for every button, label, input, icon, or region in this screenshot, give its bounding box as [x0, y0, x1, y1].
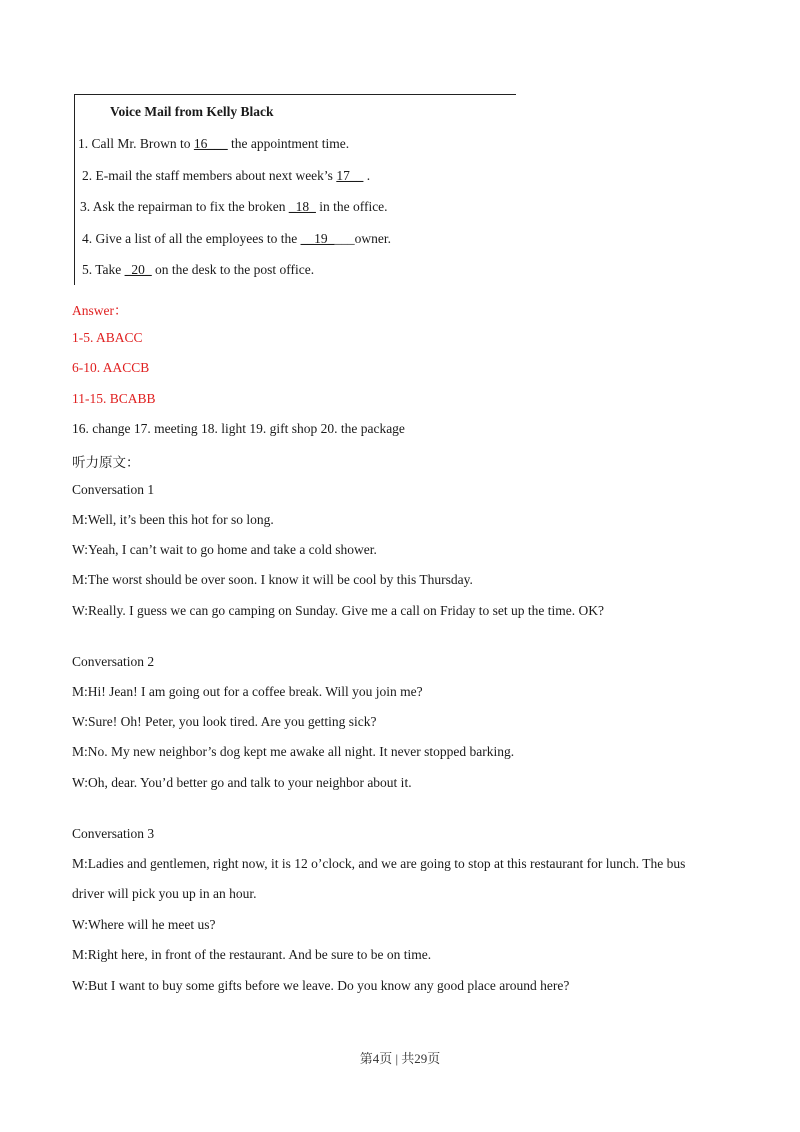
transcript-line: driver will pick you up in an hour. [72, 886, 257, 901]
conversation-2-title: Conversation 2 [72, 654, 155, 669]
transcript-line: W:Really. I guess we can go camping on Sunday. Give me a call on Friday to set up the time. OK? [72, 603, 604, 618]
transcript-heading: 听力原文： [72, 455, 140, 470]
item-blank: _18_ [288, 199, 316, 214]
transcript-line: M:No. My new neighbor’s dog kept me awake all night. It never stopped barking. [72, 744, 515, 759]
voice-mail-item-2 [82, 168, 370, 184]
item-text: 4. Give a list of all the employees to the [82, 231, 301, 246]
item-text: ___owner. [334, 231, 391, 246]
conversation-3-title: Conversation 3 [72, 826, 155, 841]
transcript-line: W:Yeah, I can’t wait to go home and take a cold shower. [72, 542, 377, 557]
item-blank: 16___ [193, 136, 228, 151]
transcript-line: W:Where will he meet us? [72, 917, 216, 932]
item-text: the appointment time. [227, 136, 350, 151]
item-text: on the desk to the post office. [151, 262, 315, 277]
answer-group-3: 11-15. BCABB [72, 391, 156, 406]
conversation-1-title: Conversation 1 [72, 482, 155, 497]
transcript-line: M:Ladies and gentlemen, right now, it is 12 o’clock, and we are going to stop at this restaurant for lunch. The bus [72, 856, 686, 871]
transcript-line: M:Well, it’s been this hot for so long. [72, 512, 274, 527]
item-text: 1. Call Mr. Brown to [78, 136, 194, 151]
transcript-line: M:The worst should be over soon. I know it will be cool by this Thursday. [72, 572, 473, 587]
voice-mail-item-3 [80, 199, 388, 215]
transcript-line: W:Sure! Oh! Peter, you look tired. Are you getting sick? [72, 714, 377, 729]
item-blank: _20_ [124, 262, 152, 277]
answer-group-2: 6-10. AACCB [72, 360, 150, 375]
page-number: 第4页 | 共29页 [359, 1051, 441, 1066]
transcript-line: W:Oh, dear. You’d better go and talk to your neighbor about it. [72, 775, 412, 790]
voice-mail-item-5 [82, 262, 314, 278]
item-text: 3. Ask the repairman to fix the broken [80, 199, 289, 214]
answer-label: Answer： [72, 303, 128, 318]
transcript-line: M:Hi! Jean! I am going out for a coffee break. Will you join me? [72, 684, 423, 699]
item-blank: 17__ [336, 168, 364, 183]
item-text: in the office. [315, 199, 388, 214]
transcript-line: M:Right here, in front of the restaurant. And be sure to be on time. [72, 947, 432, 962]
item-text: 2. E-mail the staff members about next week’s [82, 168, 337, 183]
transcript-line: W:But I want to buy some gifts before we leave. Do you know any good place around here? [72, 978, 570, 993]
voice-mail-box [74, 94, 516, 285]
voice-mail-title: Voice Mail from Kelly Black [110, 104, 274, 119]
answer-group-1: 1-5. ABACC [72, 330, 143, 345]
answer-fill-in: 16. change 17. meeting 18. light 19. gift shop 20. the package [72, 421, 405, 436]
item-text: 5. Take [82, 262, 125, 277]
voice-mail-item-1 [78, 136, 349, 152]
item-text: . [363, 168, 371, 183]
item-blank: __19_ [300, 231, 335, 246]
voice-mail-item-4 [82, 231, 391, 247]
